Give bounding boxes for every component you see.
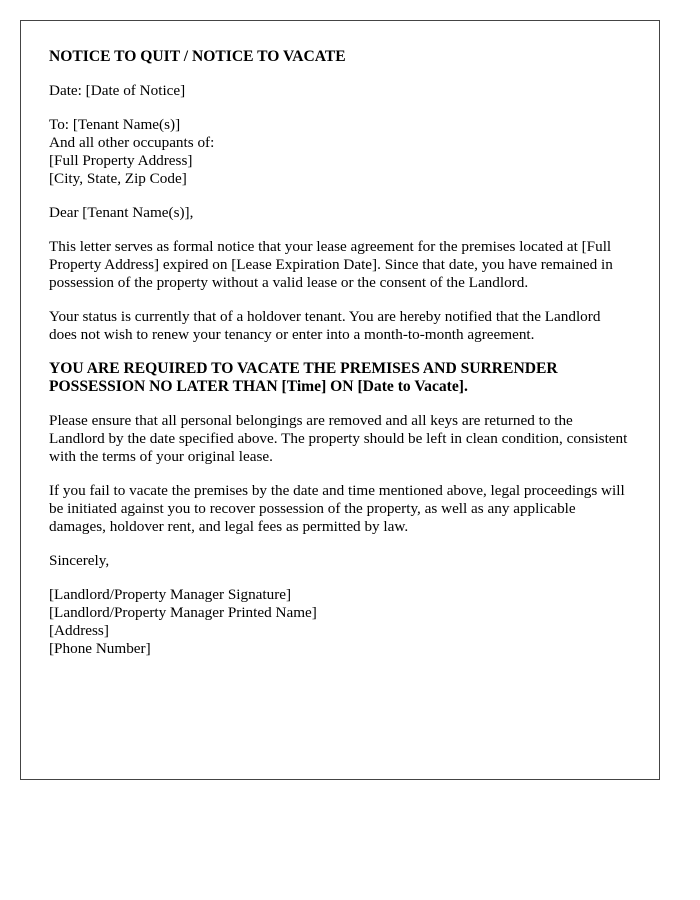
date-line: Date: [Date of Notice]: [49, 82, 186, 99]
holdover-status-paragraph: Your status is currently that of a holdover tenant. You are hereby notified that the Landlord does not wish to renew your tenancy or enter into a month-to-month agreement.: [49, 308, 601, 343]
signature-block: [49, 586, 631, 658]
signature-line: [Landlord/Property Manager Signature]: [49, 586, 292, 603]
notice-title: NOTICE TO QUIT / NOTICE TO VACATE: [49, 48, 346, 65]
salutation: Dear [Tenant Name(s)],: [49, 204, 194, 221]
legal-proceedings-paragraph: If you fail to vacate the premises by the date and time mentioned above, legal proceedings will be initiated against you to recover possession of the property, as well as any applicable damages, holdover rent, and legal fees as permitted by law.: [49, 482, 625, 535]
notice-letter: [20, 20, 660, 780]
printed-name-line: [Landlord/Property Manager Printed Name]: [49, 604, 317, 621]
recipient-city-state-zip: [City, State, Zip Code]: [49, 170, 187, 187]
recipient-name: To: [Tenant Name(s)]: [49, 116, 181, 133]
recipient-address: [Full Property Address]: [49, 152, 193, 169]
recipient-block: [49, 116, 631, 188]
signoff: Sincerely,: [49, 552, 110, 569]
vacate-demand: YOU ARE REQUIRED TO VACATE THE PREMISES AND SURRENDER POSSESSION NO LATER THAN [Time] ON [Date to Vacate].: [49, 360, 558, 395]
belongings-paragraph: Please ensure that all personal belongings are removed and all keys are returned to the Landlord by the date specified above. The property should be left in clean condition, consistent with the terms of your original lease.: [49, 412, 628, 465]
address-line: [Address]: [49, 622, 109, 639]
recipient-occupants: And all other occupants of:: [49, 134, 215, 151]
lease-expiration-paragraph: This letter serves as formal notice that your lease agreement for the premises located at [Full Property Address] expired on [Lease Expiration Date]. Since that date, you have remained in possession of the property without a valid lease or the consent of the Landlord.: [49, 238, 613, 291]
phone-line: [Phone Number]: [49, 640, 151, 657]
